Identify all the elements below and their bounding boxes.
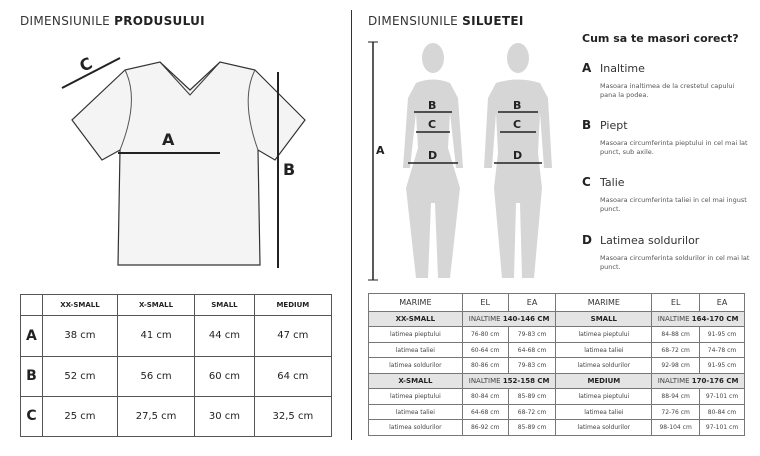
size-header-row: X-SMALL INALTIME 152-158 CM MEDIUM INALTIME 170-176 CM xyxy=(369,373,745,389)
table-row: latimea pieptului 76-80 cm 79-83 cm latimea pieptului 84-88 cm 91-95 cm xyxy=(369,327,745,343)
tshirt-diagram xyxy=(40,40,320,280)
silhouette-dimensions-title: DIMENSIUNILE SILUETEI xyxy=(368,14,524,28)
silhouette-diagram xyxy=(368,38,568,283)
table-row: B 52 cm 56 cm 60 cm 64 cm xyxy=(21,356,332,396)
woman-label-c: C xyxy=(428,118,437,131)
product-dimensions-title: DIMENSIUNILE PRODUSULUI xyxy=(20,14,205,28)
table-row: latimea soldurilor 80-86 cm 79-83 cm latimea soldurilor 92-98 cm 91-95 cm xyxy=(369,358,745,374)
guide-item-chest: B Piept Masoara circumferinta pieptului in cel mai lat punct, sub axile. xyxy=(582,118,748,157)
size-header-row: XX-SMALL INALTIME 140-146 CM SMALL INALTIME 164-170 CM xyxy=(369,311,745,327)
man-label-c: C xyxy=(513,118,522,131)
guide-title: Cum sa te masori corect? xyxy=(582,32,739,45)
table-row: latimea taliei 60-64 cm 64-68 cm latimea taliei 68-72 cm 74-78 cm xyxy=(369,342,745,358)
table-row: latimea pieptului 80-84 cm 85-89 cm latimea pieptului 88-94 cm 97-101 cm xyxy=(369,389,745,405)
man-label-b: B xyxy=(513,99,522,112)
woman-label-b: B xyxy=(428,99,437,112)
table-row: latimea soldurilor 86-92 cm 85-89 cm latimea soldurilor 98-104 cm 97-101 cm xyxy=(369,420,745,436)
guide-item-height: A Inaltime Masoara inaltimea de la crestetul capului pana la podea. xyxy=(582,61,735,100)
product-size-table: XX-SMALL X-SMALL SMALL MEDIUM A 38 cm 41 cm 44 cm 47 cm B 52 cm 56 cm 60 cm 64 cm C 25 cm 27,5 cm 30 cm 32,5 cm xyxy=(20,294,332,437)
guide-item-waist: C Talie Masoara circumferinta taliei in cel mai ingust punct. xyxy=(582,175,747,214)
label-c: C xyxy=(76,53,96,76)
table-row: A 38 cm 41 cm 44 cm 47 cm xyxy=(21,316,332,356)
measure-guide xyxy=(582,32,752,286)
table-row: C 25 cm 27,5 cm 30 cm 32,5 cm xyxy=(21,396,332,436)
woman-label-d: D xyxy=(428,149,438,162)
label-b: B xyxy=(283,160,296,179)
height-label: A xyxy=(376,144,385,157)
man-label-d: D xyxy=(513,149,523,162)
guide-item-hips: D Latimea soldurilor Masoara circumferinta soldurilor in cel mai lat punct. xyxy=(582,232,750,271)
divider xyxy=(351,10,352,440)
table-row: latimea taliei 64-68 cm 68-72 cm latimea taliei 72-76 cm 80-84 cm xyxy=(369,404,745,420)
body-size-table: MARIME EL EA MARIME EL EA XX-SMALL INALTIME 140-146 CM SMALL INALTIME 164-170 CM latimea pieptului 76-80 cm 79-83 cm latimea pieptului 84-88 cm 91-95 cm latimea taliei 60-64 cm 64-68 cm latimea taliei 68-72 cm 74-78 cm latimea soldurilor 80-86 cm 79-83 cm latimea soldurilor 92-98 cm 91-95 cm X-SMALL INALTIME 152-158 CM MEDIUM INALTIME 170-176 CM latimea pieptului 80-84 cm 85-89 cm latimea pieptului 88-94 cm 97-101 cm latimea taliei 64-68 cm 68-72 cm latimea taliei 72-76 cm 80-84 cm latimea soldurilor 86-92 cm 85-89 cm latimea soldurilor 98-104 cm 97-101 cm xyxy=(368,293,745,436)
label-a: A xyxy=(162,130,175,149)
